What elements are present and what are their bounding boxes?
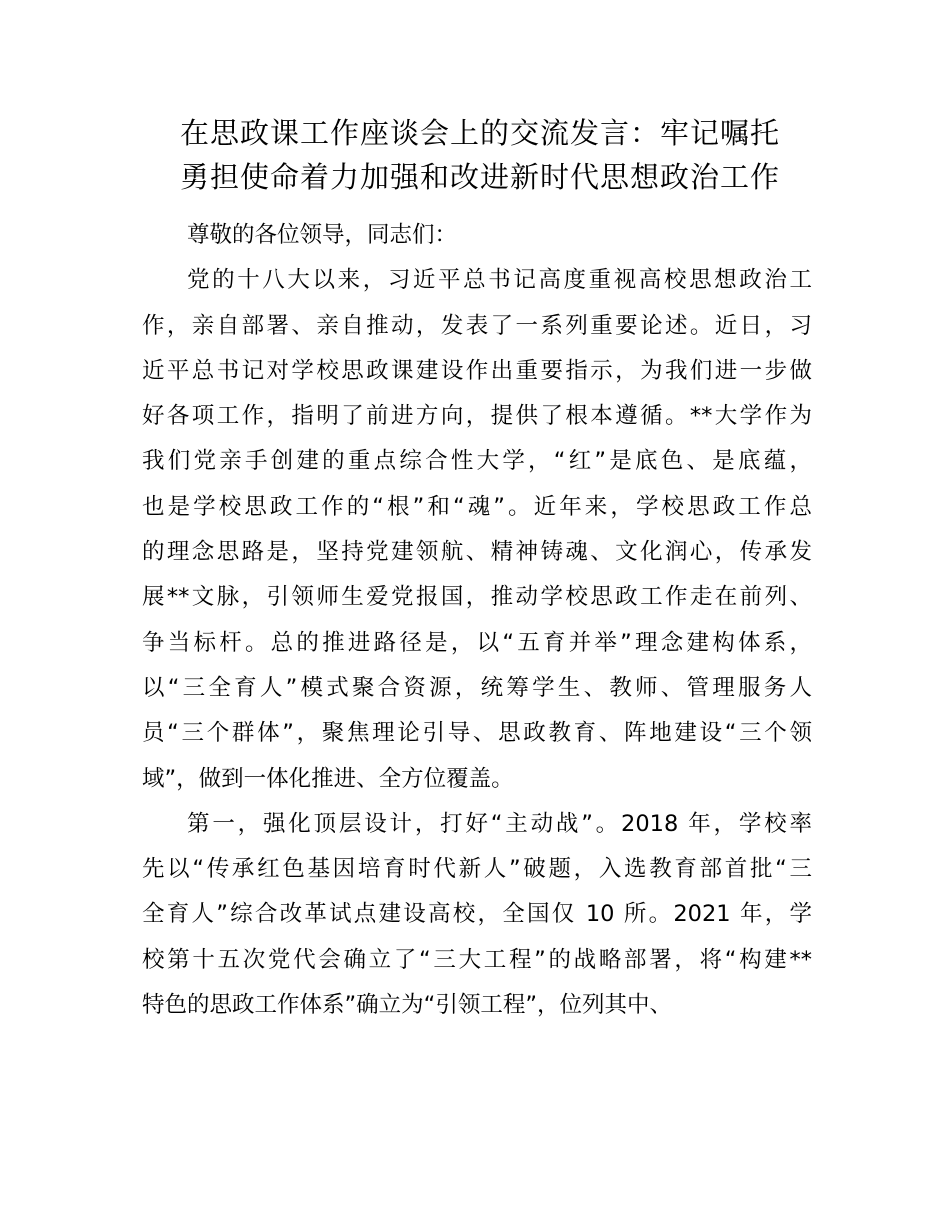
paragraph-1-line: 近平总书记对学校思政课建设作出重要指示，为我们进一步做 xyxy=(142,357,812,384)
paragraph-1-line: 争当标杆。总的推进路径是，以“五育并举”理念建构体系， xyxy=(142,629,812,656)
paragraph-1-line: 展**文脉，引领师生爱党报国，推动学校思政工作走在前列、 xyxy=(142,584,812,611)
document-title-line-1: 在思政课工作座谈会上的交流发言：牢记嘱托 xyxy=(179,116,780,150)
document-title-line-2: 勇担使命着力加强和改进新时代思想政治工作 xyxy=(179,160,780,194)
paragraph-2-line: 第一，强化顶层设计，打好“主动战”。2018 年，学校率 xyxy=(187,810,812,837)
paragraph-1-line: 员“三个群体”，聚焦理论引导、思政教育、阵地建设“三个领 xyxy=(142,720,812,747)
document-body xyxy=(142,213,812,1028)
paragraph-1-line: 以“三全育人”模式聚合资源，统筹学生、教师、管理服务人 xyxy=(142,674,812,701)
paragraph-1-line: 我们党亲手创建的重点综合性大学，“红”是底色、是底蕴， xyxy=(142,448,812,475)
paragraph-1-line: 的理念思路是，坚持党建领航、精神铸魂、文化润心，传承发 xyxy=(142,539,812,566)
paragraph-2-line: 先以“传承红色基因培育时代新人”破题，入选教育部首批“三 xyxy=(142,856,812,883)
paragraph-1-line: 好各项工作，指明了前进方向，提供了根本遵循。**大学作为 xyxy=(142,403,812,430)
paragraph-1-line: 也是学校思政工作的“根”和“魂”。近年来，学校思政工作总 xyxy=(142,493,812,520)
paragraph-2 xyxy=(142,802,812,1028)
paragraph-1-line: 党的十八大以来，习近平总书记高度重视高校思想政治工 xyxy=(187,267,812,294)
paragraph-2-line: 全育人”综合改革试点建设高校，全国仅 10 所。2021 年，学 xyxy=(142,901,812,928)
paragraph-2-line: 特色的思政工作体系”确立为“引领工程”，位列其中、 xyxy=(142,992,672,1019)
greeting xyxy=(142,213,812,258)
paragraph-2-line: 校第十五次党代会确立了“三大工程”的战略部署，将“构建** xyxy=(142,946,812,973)
paragraph-1-line: 作，亲自部署、亲自推动，发表了一系列重要论述。近日，习 xyxy=(142,312,812,339)
paragraph-1-line: 域”，做到一体化推进、全方位覆盖。 xyxy=(142,765,514,792)
paragraph-1 xyxy=(142,258,812,802)
greeting-text: 尊敬的各位领导，同志们： xyxy=(187,222,458,248)
